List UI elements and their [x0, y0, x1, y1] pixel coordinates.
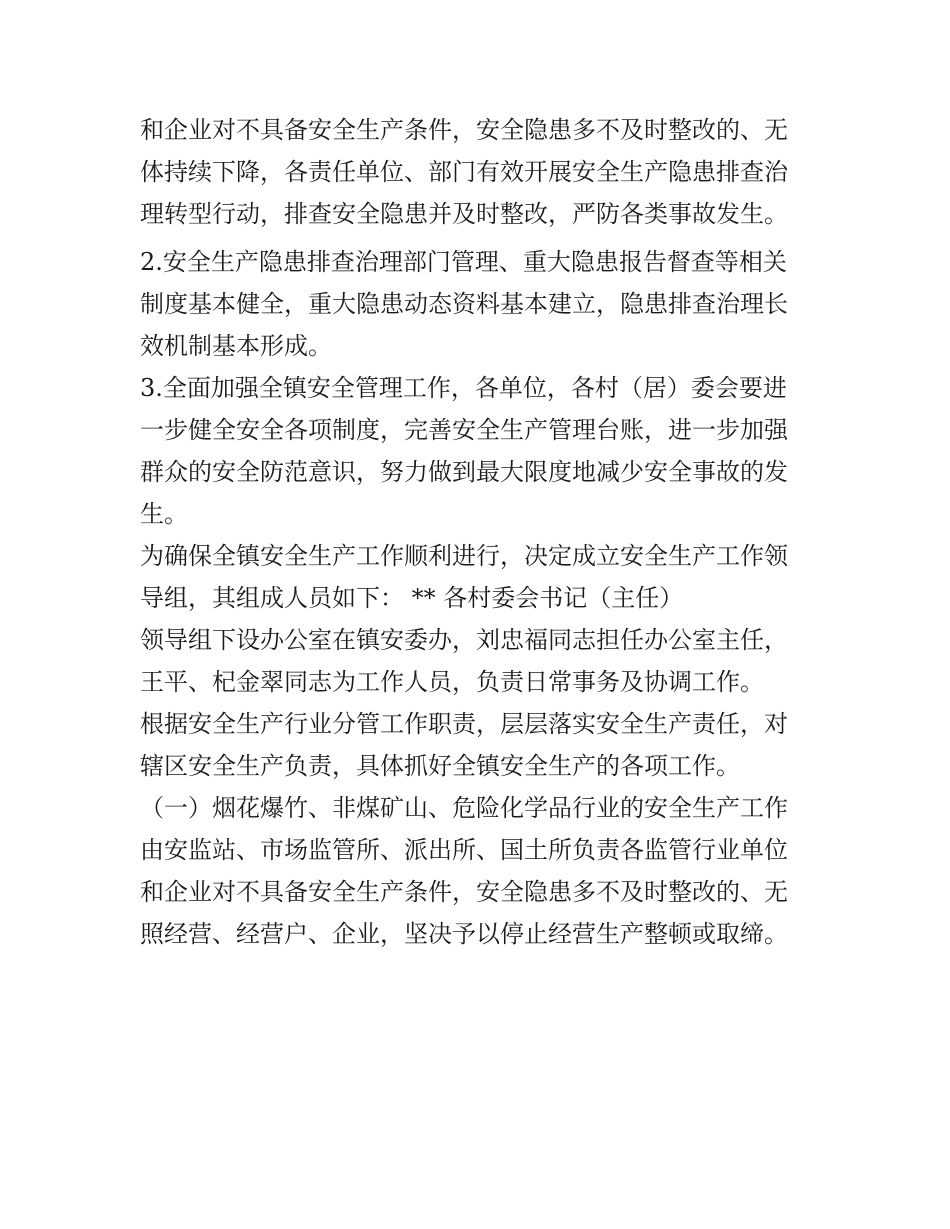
body-line: 3.全面加强全镇安全管理工作，各单位，各村（居）委会要进 [140, 374, 787, 402]
body-line: 体持续下降，各责任单位、部门有效开展安全生产隐患排查治 [140, 158, 788, 186]
body-line: 理转型行动，排查安全隐患并及时整改，严防各类事故发生。 [140, 200, 788, 228]
body-line: 为确保全镇安全生产工作顺利进行，决定成立安全生产工作领 [140, 542, 788, 570]
body-line: 王平、杞金翠同志为工作人员，负责日常事务及协调工作。 [140, 668, 764, 696]
body-line: （一）烟花爆竹、非煤矿山、危险化学品行业的安全生产工作 [140, 794, 788, 822]
body-line: 和企业对不具备安全生产条件，安全隐患多不及时整改的、无 [140, 116, 788, 144]
body-line: 生。 [140, 500, 188, 528]
body-line: 领导组下设办公室在镇安委办，刘忠福同志担任办公室主任， [140, 626, 788, 654]
body-line: 辖区安全生产负责，具体抓好全镇安全生产的各项工作。 [140, 752, 740, 780]
document-body [140, 109, 820, 955]
body-line: 群众的安全防范意识，努力做到最大限度地减少安全事故的发 [140, 458, 788, 486]
body-line: 和企业对不具备安全生产条件，安全隐患多不及时整改的、无 [140, 878, 788, 906]
body-line: 制度基本健全，重大隐患动态资料基本建立，隐患排查治理长 [140, 290, 788, 318]
body-line: 导组，其组成人员如下： ** 各村委会书记（主任） [140, 584, 684, 612]
body-line: 根据安全生产行业分管工作职责，层层落实安全生产责任，对 [140, 710, 788, 738]
body-line: 效机制基本形成。 [140, 332, 332, 360]
body-line: 照经营、经营户、企业，坚决予以停止经营生产整顿或取缔。 [140, 920, 788, 948]
body-line: 由安监站、市场监管所、派出所、国土所负责各监管行业单位 [140, 836, 788, 864]
body-line: 一步健全安全各项制度，完善安全生产管理台账，进一步加强 [140, 416, 788, 444]
body-line: 2.安全生产隐患排查治理部门管理、重大隐患报告督查等相关 [140, 248, 787, 276]
